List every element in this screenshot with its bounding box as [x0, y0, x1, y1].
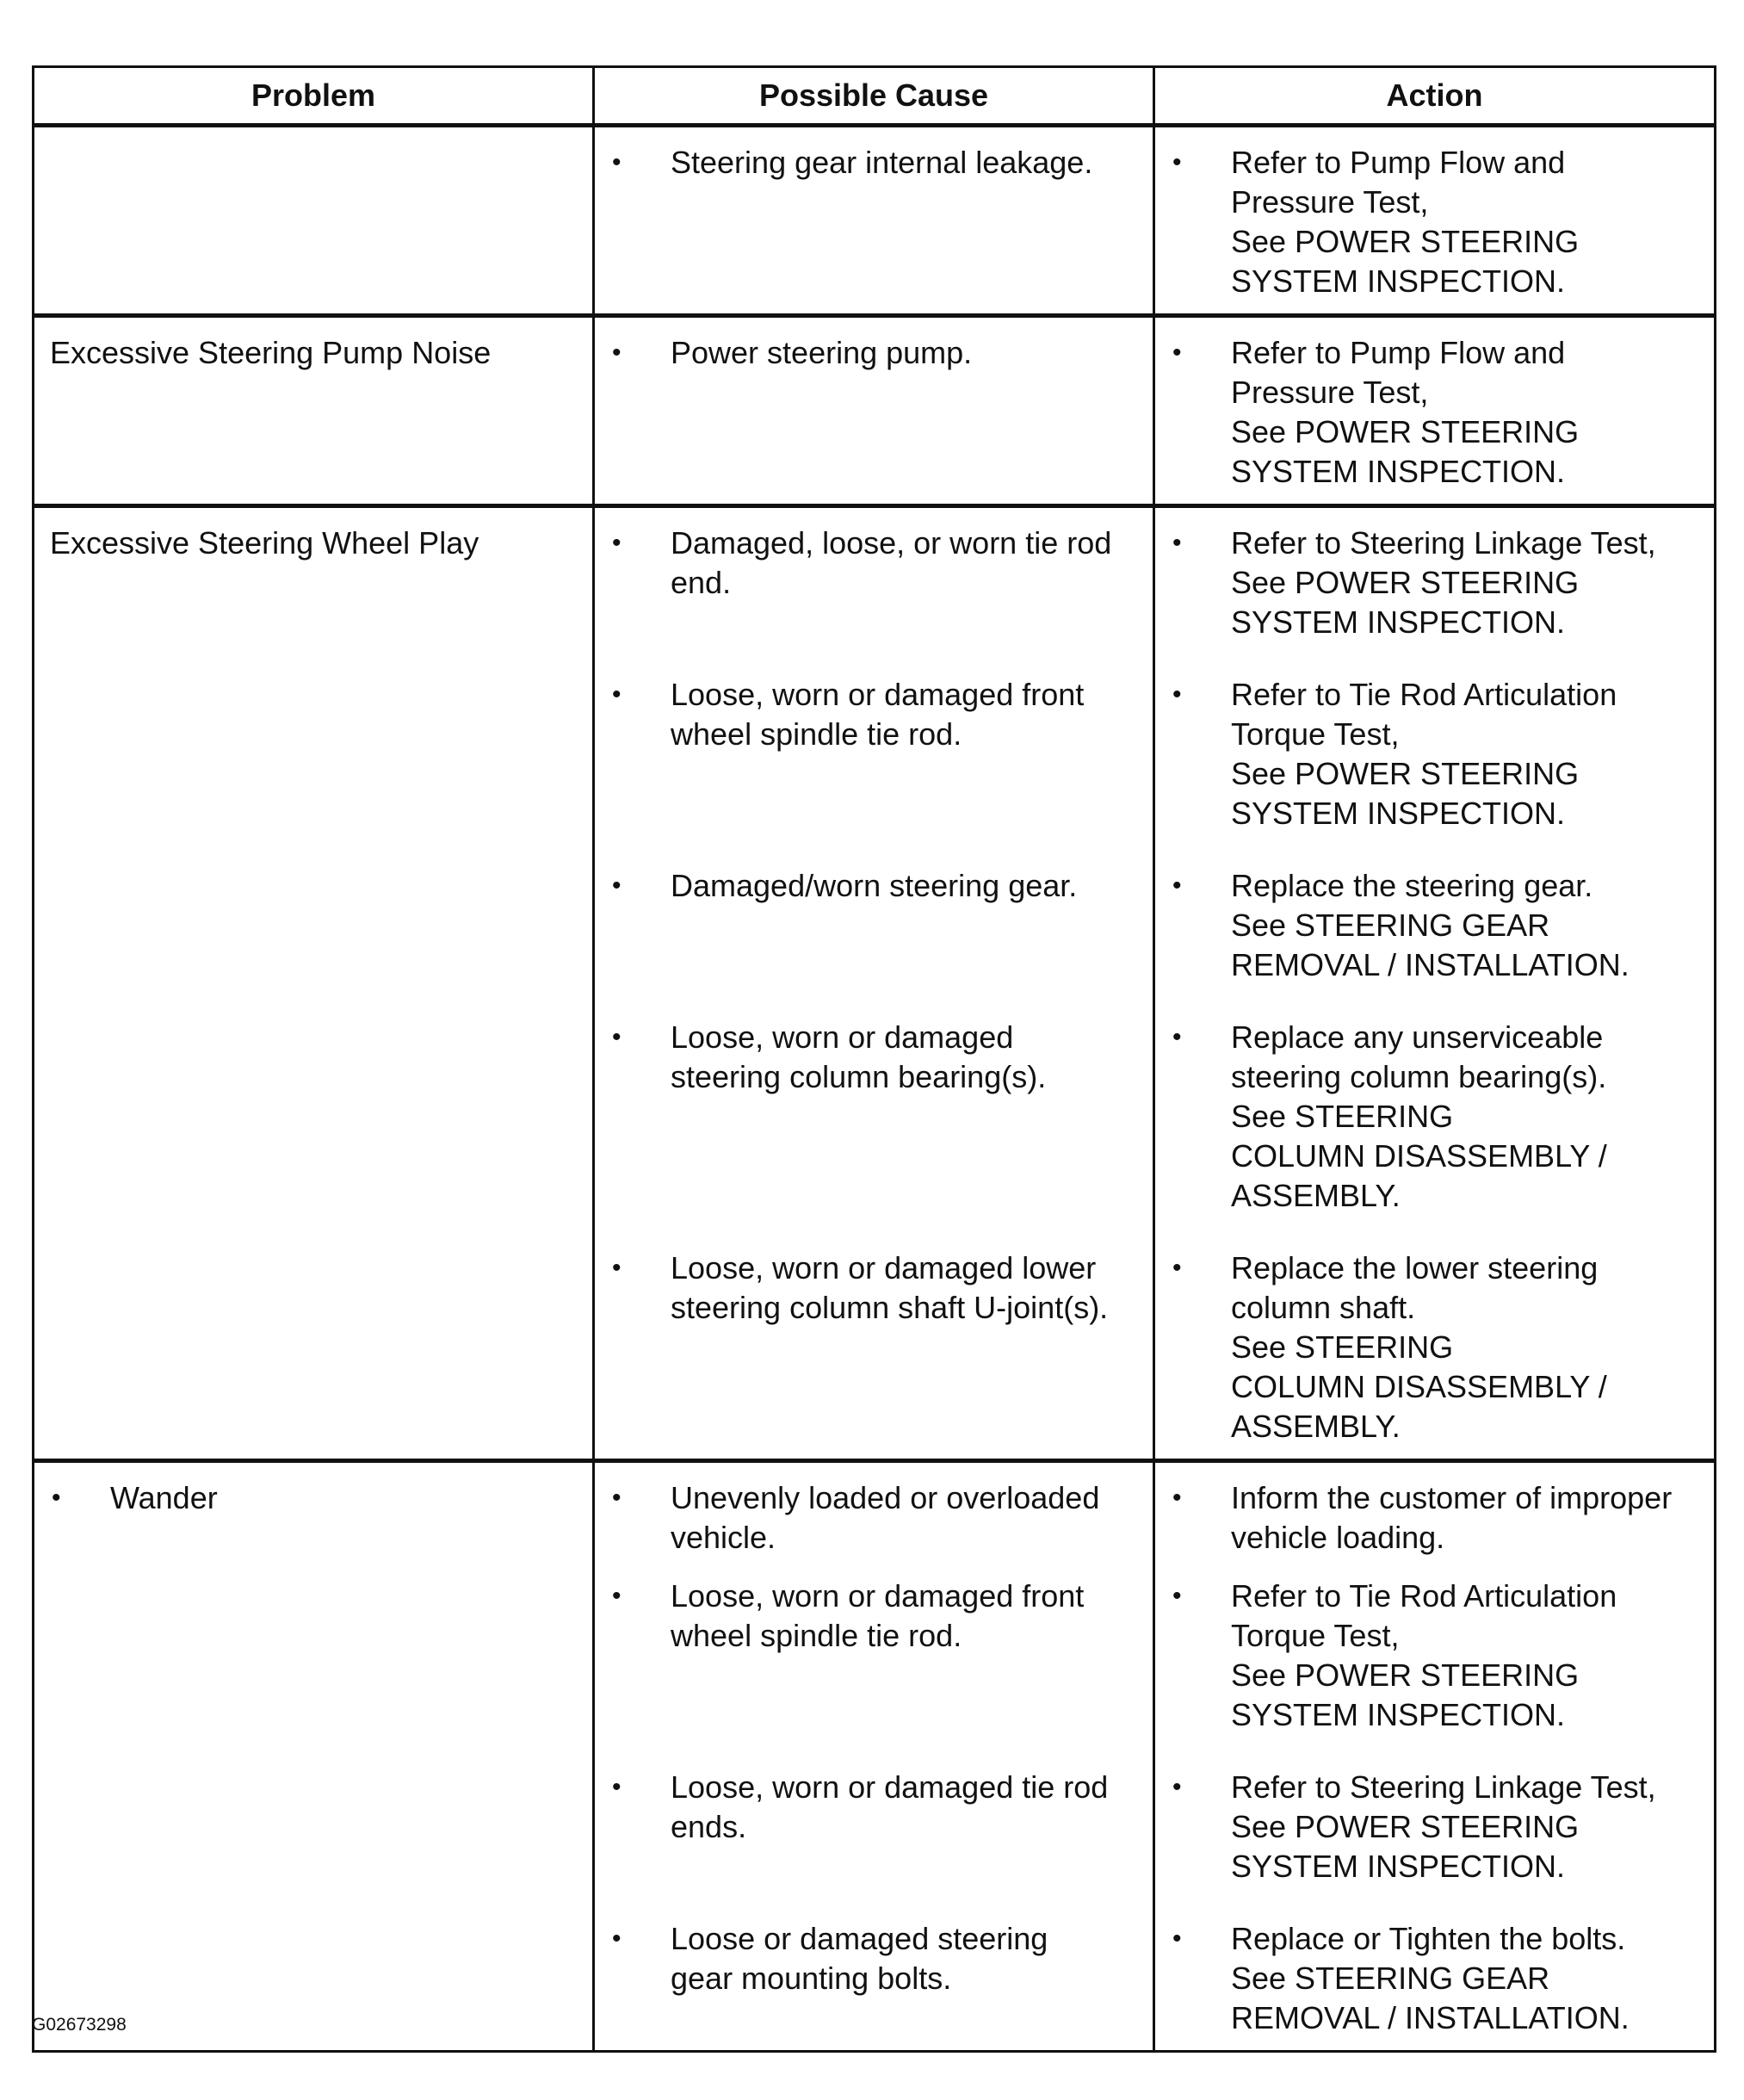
action-item	[1169, 866, 1700, 985]
bullet-icon: •	[612, 148, 622, 177]
bullet-icon: •	[1172, 1484, 1182, 1512]
bullet-icon: •	[612, 1924, 622, 1953]
bullet-icon: •	[612, 1484, 622, 1512]
bullet-icon: •	[612, 680, 622, 709]
bullet-icon: •	[612, 1773, 622, 1801]
action-item-text: Refer to Pump Flow and Pressure Test, See POWER STEERING SYSTEM INSPECTION.	[1231, 335, 1580, 489]
cause-item-text: Loose, worn or damaged tie rod ends.	[671, 1769, 1109, 1844]
problem-cell	[34, 1461, 594, 2052]
action-item-text: Refer to Pump Flow and Pressure Test, See POWER STEERING SYSTEM INSPECTION.	[1231, 145, 1580, 299]
figure-id: G02673298	[32, 2015, 127, 2035]
table-row	[34, 316, 1716, 506]
problem-cell	[34, 126, 594, 316]
problem-text: Excessive Steering Pump Noise	[50, 335, 492, 370]
cause-cell	[594, 1461, 1154, 2052]
cause-item	[609, 675, 1139, 833]
cause-item-text: Loose, worn or damaged front wheel spindle tie rod.	[671, 1578, 1085, 1653]
action-item	[1169, 1919, 1700, 2038]
cause-item	[609, 523, 1139, 642]
cause-item	[609, 1248, 1139, 1446]
cause-item-text: Power steering pump.	[671, 335, 973, 370]
cause-cell	[594, 316, 1154, 506]
action-item	[1169, 675, 1700, 833]
problem-cell	[34, 506, 594, 1461]
bullet-icon: •	[52, 1484, 61, 1512]
bullet-icon: •	[612, 338, 622, 367]
problem-bullet-entry	[48, 1478, 578, 1518]
action-item	[1169, 1248, 1700, 1446]
action-item	[1169, 1478, 1700, 1558]
cause-item-text: Loose or damaged steering gear mounting bolts.	[671, 1921, 1048, 1996]
action-item	[1169, 1768, 1700, 1886]
action-cell	[1154, 316, 1716, 506]
bullet-icon: •	[612, 1582, 622, 1610]
bullet-icon: •	[1172, 1582, 1182, 1610]
header-action: Action	[1154, 67, 1716, 126]
bullet-icon: •	[1172, 1254, 1182, 1282]
cause-item-text: Damaged/worn steering gear.	[671, 868, 1078, 903]
bullet-icon: •	[612, 1023, 622, 1051]
problem-text: Wander	[110, 1480, 218, 1515]
problem-text: Excessive Steering Wheel Play	[50, 525, 479, 561]
action-item	[1169, 523, 1700, 642]
action-item-text: Replace the lower steering column shaft. See STEERING COLUMN DISASSEMBLY / ASSEMBLY.	[1231, 1250, 1607, 1444]
action-cell	[1154, 506, 1716, 1461]
action-item	[1169, 1018, 1700, 1216]
bullet-icon: •	[1172, 338, 1182, 367]
bullet-icon: •	[1172, 1773, 1182, 1801]
action-item-text: Refer to Tie Rod Articulation Torque Test, See POWER STEERING SYSTEM INSPECTION.	[1231, 1578, 1617, 1732]
cause-item-text: Damaged, loose, or worn tie rod end.	[671, 525, 1112, 600]
bullet-icon: •	[612, 871, 622, 900]
table-row	[34, 1461, 1716, 2052]
bullet-icon: •	[1172, 680, 1182, 709]
header-problem: Problem	[34, 67, 594, 126]
action-item	[1169, 1577, 1700, 1735]
cause-cell	[594, 506, 1154, 1461]
action-item-text: Replace the steering gear. See STEERING GEAR REMOVAL / INSTALLATION.	[1231, 868, 1630, 982]
bullet-icon: •	[1172, 1023, 1182, 1051]
cause-item	[609, 1768, 1139, 1886]
action-item-text: Replace any unserviceable steering column bearing(s). See STEERING COLUMN DISASSEMBLY / ASSEMBLY.	[1231, 1019, 1607, 1213]
action-item-text: Inform the customer of improper vehicle loading.	[1231, 1480, 1673, 1555]
action-item	[1169, 143, 1700, 301]
action-item-text: Refer to Tie Rod Articulation Torque Test, See POWER STEERING SYSTEM INSPECTION.	[1231, 677, 1617, 831]
header-row	[34, 67, 1716, 126]
cause-item	[609, 1919, 1139, 2038]
bullet-icon: •	[612, 529, 622, 557]
cause-item	[609, 143, 1139, 301]
bullet-icon: •	[1172, 148, 1182, 177]
table-body	[34, 126, 1716, 2052]
bullet-icon: •	[1172, 1924, 1182, 1953]
action-item-text: Refer to Steering Linkage Test, See POWER STEERING SYSTEM INSPECTION.	[1231, 525, 1656, 640]
problem-cell	[34, 316, 594, 506]
cause-item-text: Unevenly loaded or overloaded vehicle.	[671, 1480, 1100, 1555]
cause-item	[609, 1018, 1139, 1216]
action-item-text: Refer to Steering Linkage Test, See POWER STEERING SYSTEM INSPECTION.	[1231, 1769, 1656, 1884]
cause-item	[609, 1478, 1139, 1558]
cause-item-text: Steering gear internal leakage.	[671, 145, 1093, 180]
action-item	[1169, 333, 1700, 492]
cause-item-text: Loose, worn or damaged front wheel spindle tie rod.	[671, 677, 1085, 752]
action-item-text: Replace or Tighten the bolts. See STEERING GEAR REMOVAL / INSTALLATION.	[1231, 1921, 1630, 2035]
cause-item	[609, 333, 1139, 492]
header-possible-cause: Possible Cause	[594, 67, 1154, 126]
action-cell	[1154, 126, 1716, 316]
bullet-icon: •	[1172, 871, 1182, 900]
cause-item	[609, 866, 1139, 985]
table-row	[34, 506, 1716, 1461]
action-cell	[1154, 1461, 1716, 2052]
cause-item	[609, 1577, 1139, 1735]
bullet-icon: •	[1172, 529, 1182, 557]
troubleshooting-table	[32, 65, 1716, 2053]
table-row	[34, 126, 1716, 316]
cause-item-text: Loose, worn or damaged lower steering column shaft U-joint(s).	[671, 1250, 1109, 1325]
cause-item-text: Loose, worn or damaged steering column bearing(s).	[671, 1019, 1047, 1094]
bullet-icon: •	[612, 1254, 622, 1282]
cause-cell	[594, 126, 1154, 316]
